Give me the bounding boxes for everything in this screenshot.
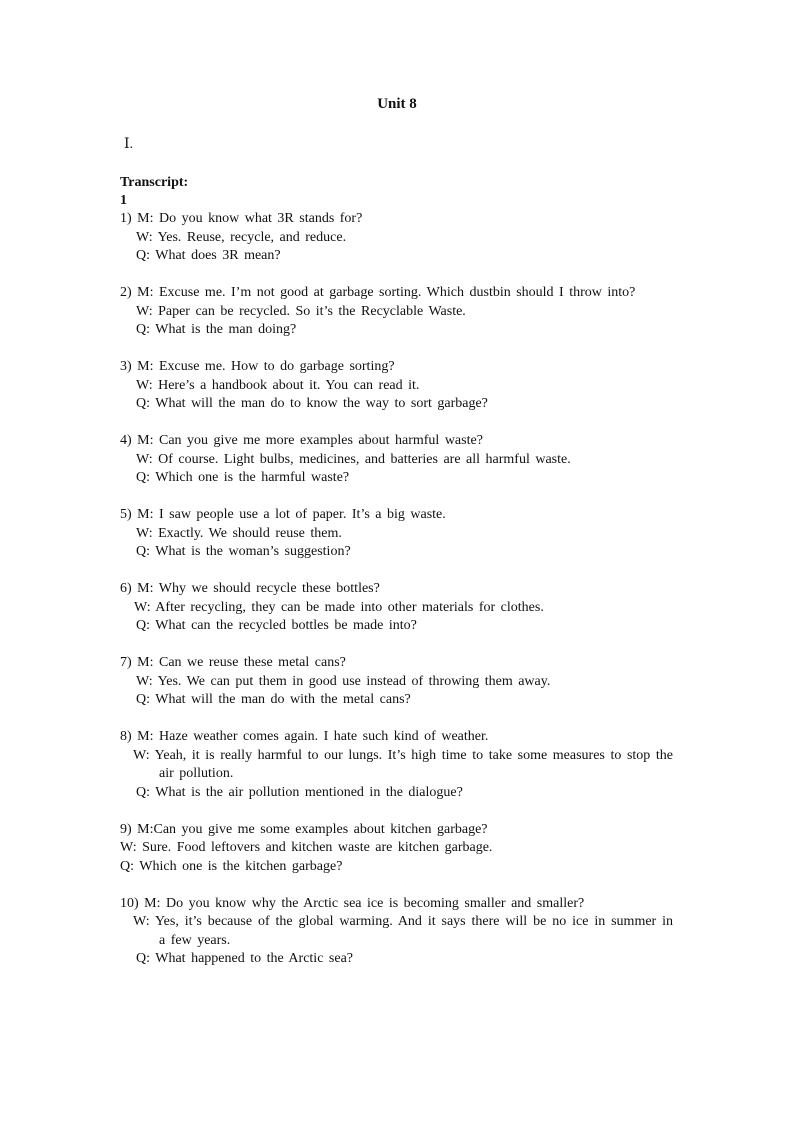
question-line: Q: What is the woman’s suggestion? [136,544,351,559]
part-number: 1 [120,193,127,208]
dialogue-list [120,210,673,987]
dialogue-item-9 [120,821,673,877]
woman-line: W: Exactly. We should reuse them. [136,525,342,541]
question-line: Q: What can the recycled bottles be made into? [136,618,417,633]
dialogue-item-4 [120,432,673,488]
man-line: 2) M: Excuse me. I’m not good at garbage sorting. Which dustbin should I throw into? [120,285,636,300]
question-line: Q: What will the man do to know the way to sort garbage? [136,396,488,411]
question-line: Q: Which one is the harmful waste? [136,470,350,485]
question-line: Q: Which one is the kitchen garbage? [120,858,343,874]
man-line: 9) M:Can you give me some examples about kitchen garbage? [120,821,488,837]
man-line: 10) M: Do you know why the Arctic sea ice is becoming smaller and smaller? [120,895,585,911]
dialogue-item-3 [120,358,673,414]
man-line: 3) M: Excuse me. How to do garbage sorting? [120,359,395,374]
woman-line: W: Yes, it’s because of the global warming. And it says there will be no ice in summer in a few years. [133,914,673,948]
dialogue-item-1 [120,210,673,266]
woman-line: W: Here’s a handbook about it. You can read it. [136,377,420,393]
question-line: Q: What does 3R mean? [136,248,281,263]
page-title: Unit 8 [377,96,417,112]
woman-line: W: Yeah, it is really harmful to our lungs. It’s high time to take some measures to stop the air pollution. [133,747,673,781]
dialogue-item-7 [120,654,673,710]
section-number: Ⅰ. [124,137,134,152]
man-line: 5) M: I saw people use a lot of paper. It’s a big waste. [120,507,446,522]
woman-line: W: Yes. Reuse, recycle, and reduce. [136,229,347,245]
dialogue-item-10 [120,895,673,969]
dialogue-item-2 [120,284,673,340]
woman-line: W: Of course. Light bulbs, medicines, and batteries are all harmful waste. [136,451,571,467]
man-line: 8) M: Haze weather comes again. I hate such kind of weather. [120,729,489,744]
question-line: Q: What is the man doing? [136,322,297,337]
woman-line: W: Yes. We can put them in good use instead of throwing them away. [136,673,551,689]
transcript-heading: Transcript: [120,175,189,190]
woman-line: W: After recycling, they can be made into other materials for clothes. [134,599,544,615]
question-line: Q: What happened to the Arctic sea? [136,951,353,966]
man-line: 7) M: Can we reuse these metal cans? [120,655,346,670]
dialogue-item-5 [120,506,673,562]
dialogue-item-6 [120,580,673,636]
woman-line: W: Paper can be recycled. So it’s the Recyclable Waste. [136,303,466,319]
man-line: 4) M: Can you give me more examples about harmful waste? [120,433,483,448]
question-line: Q: What will the man do with the metal cans? [136,692,411,707]
woman-line: W: Sure. Food leftovers and kitchen waste are kitchen garbage. [120,840,493,855]
man-line: 6) M: Why we should recycle these bottles? [120,581,380,596]
question-line: Q: What is the air pollution mentioned in the dialogue? [136,784,463,800]
dialogue-item-8 [120,728,673,802]
man-line: 1) M: Do you know what 3R stands for? [120,211,363,226]
